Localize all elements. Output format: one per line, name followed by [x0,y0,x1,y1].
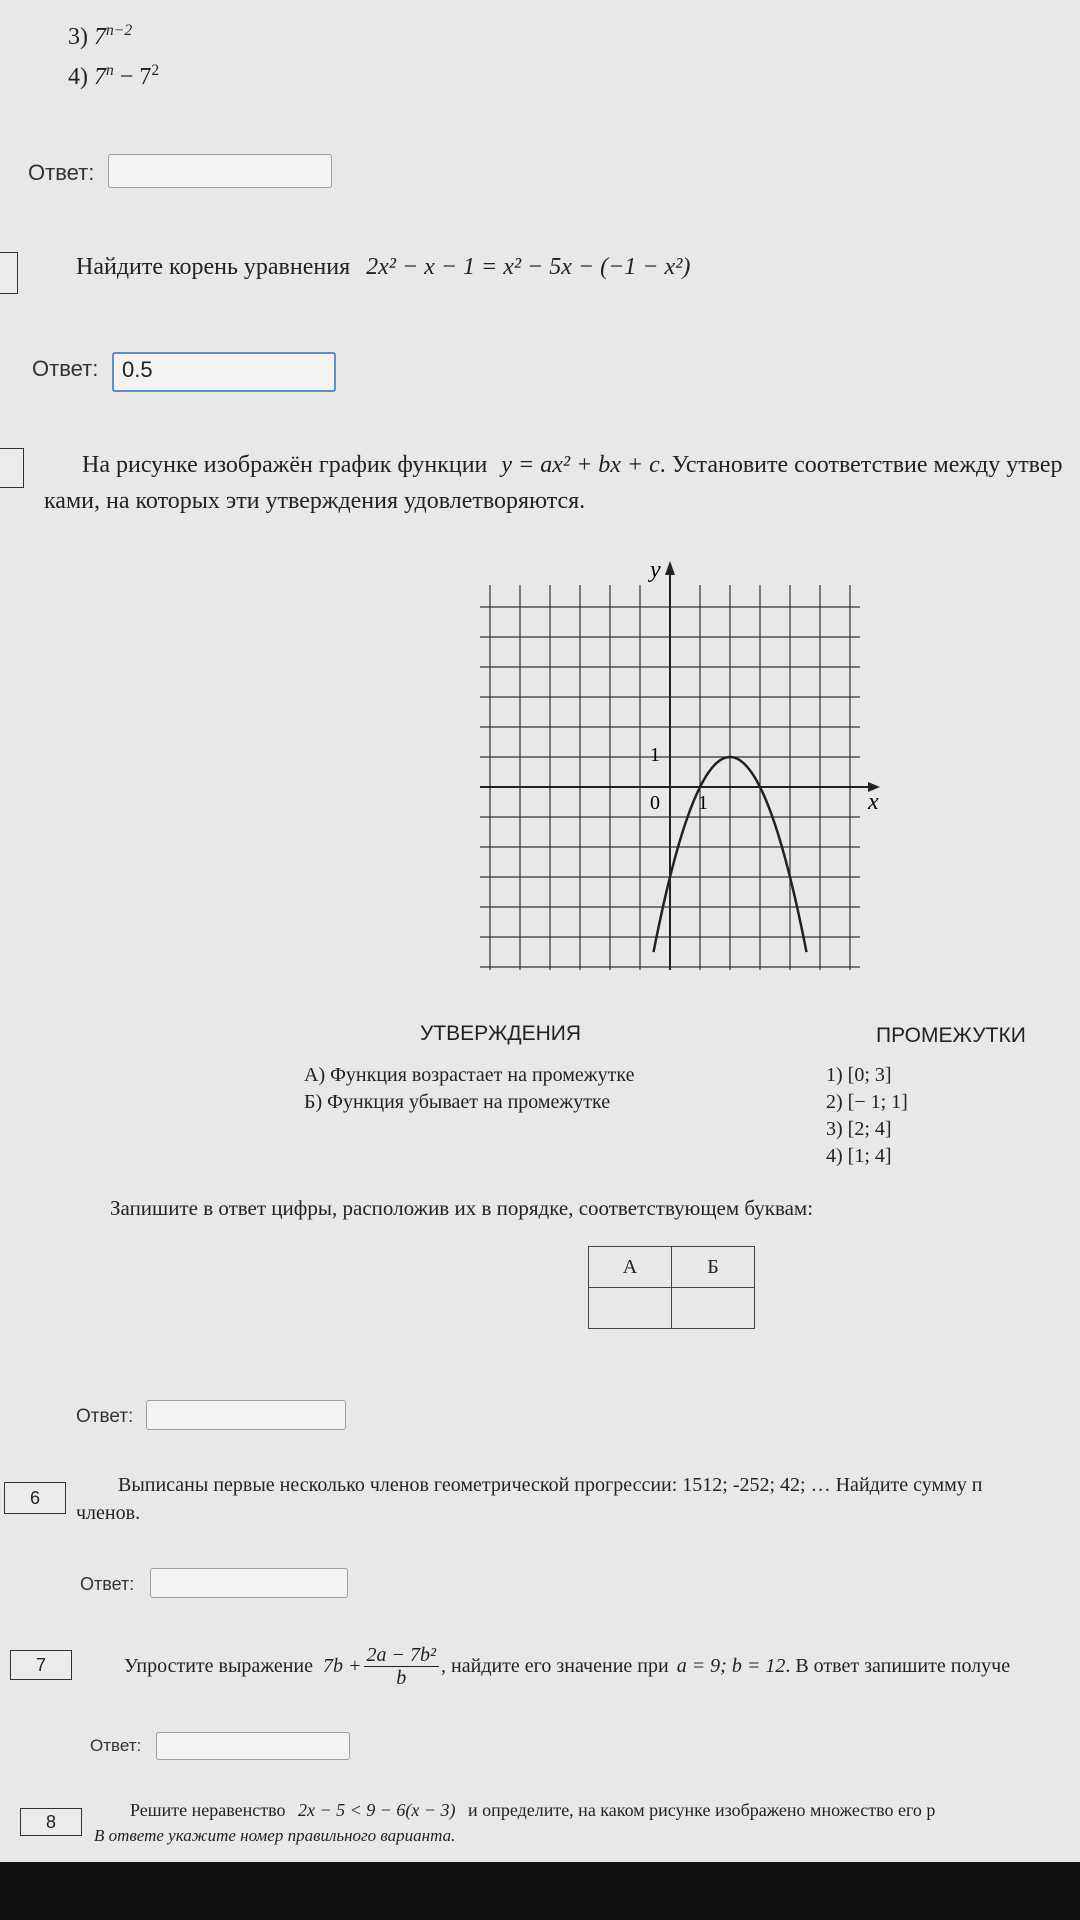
interval-4: 4) [1; 4] [826,1145,892,1167]
question-5-line1: На рисунке изображён график функции y = ax² + bx + c. Установите соответствие между утвер [82,452,1063,478]
answer-input-5[interactable] [146,1400,346,1430]
y-axis-label: y [650,557,661,583]
answer-label: Ответ: [28,160,95,185]
question-4-text: Найдите корень уравнения 2x² − x − 1 = x² − 5x − (−1 − x²) [76,254,691,280]
answer-input-6[interactable] [150,1568,348,1598]
question-8-note: В ответе укажите номер правильного варианта. [94,1826,456,1845]
answer-input-3[interactable] [108,154,332,188]
statements-title: УТВЕРЖДЕНИЯ [420,1022,581,1045]
intervals-list [826,1062,908,1170]
origin-label: 0 [650,792,660,814]
statements-list [304,1062,634,1116]
answer-label: Ответ: [90,1736,142,1755]
question-number-7: 7 [10,1650,72,1680]
question-5-line2: ками, на которых эти утверждения удовлетворяются. [44,488,586,514]
instruction-text: Запишите в ответ цифры, расположив их в порядке, соответствующем буквам: [110,1196,814,1220]
table-head-a: А [589,1247,672,1288]
answer-input-4[interactable]: 0.5 [112,352,336,392]
y-axis-arrow [665,561,675,575]
option-4: 4) $7^n - 7^2$ [68,62,160,90]
answer-label: Ответ: [76,1406,134,1427]
table-head-b: Б [672,1247,755,1288]
question-number-6: 6 [4,1482,66,1514]
answer-table [588,1246,755,1329]
question-8-text: Решите неравенство 2x − 5 < 9 − 6(x − 3) и определите, на каком рисунке изображено множество его р [130,1800,936,1820]
parabola-graph [470,555,890,985]
table-cell-a [589,1288,672,1329]
x-unit-label: 1 [698,792,708,814]
statement-b: Б) Функция убывает на промежутке [304,1091,611,1113]
option-3: 3) $7^{n-2}$ [68,22,133,50]
question-7-text: Упростите выражение 7b + $\frac{\text{2a − 7b²}}{b}$ , найдите его значение при a = 9; b = 12 . В ответ запишите получе [124,1644,1011,1689]
answer-label: Ответ: [32,356,99,381]
question-number-5 [0,448,24,488]
table-cell-b [672,1288,755,1329]
question-number-8: 8 [20,1808,82,1836]
answer-label: Ответ: [80,1574,135,1594]
interval-2: 2) [− 1; 1] [826,1091,908,1113]
question-number-4 [0,252,18,294]
answer-input-7[interactable] [156,1732,350,1760]
intervals-title: ПРОМЕЖУТКИ [876,1024,1026,1047]
fraction: $\frac{\text{2a − 7b²}}{b}$ [364,1644,440,1689]
interval-3: 3) [2; 4] [826,1118,892,1140]
y-unit-label: 1 [650,744,660,766]
question-6-text: Выписаны первые несколько членов геометрической прогрессии: 1512; -252; 42; … Найдите сумму п [118,1474,983,1496]
monitor-bezel [0,1862,1080,1920]
interval-1: 1) [0; 3] [826,1064,892,1086]
question-6-text-2: членов. [76,1502,141,1524]
statement-a: А) Функция возрастает на промежутке [304,1064,635,1086]
x-axis-label: x [868,789,879,815]
